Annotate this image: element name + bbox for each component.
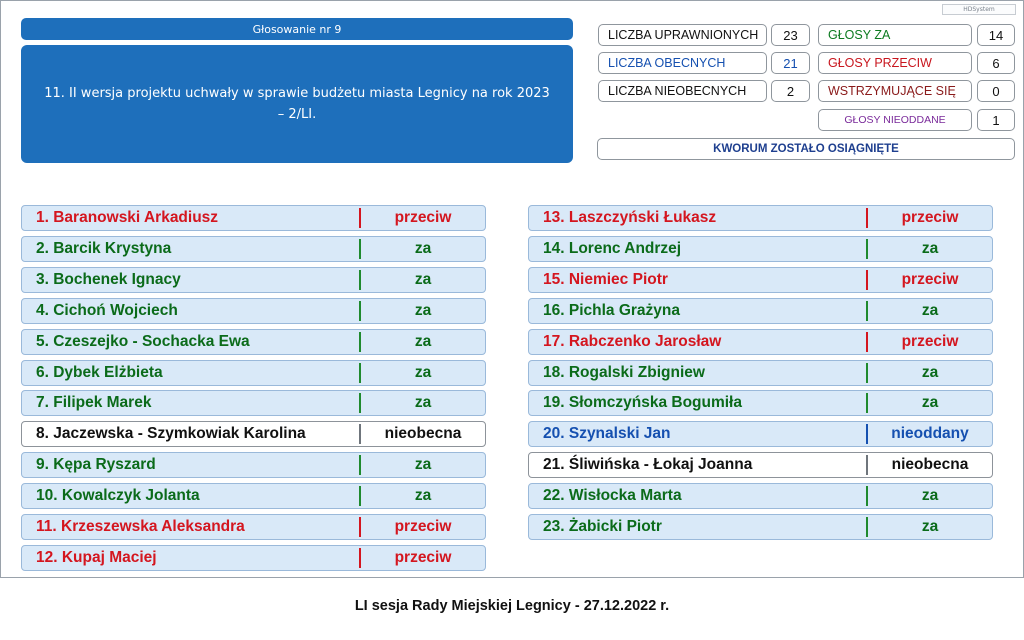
councillor-row xyxy=(21,329,486,355)
absent-count-label: LICZBA NIEOBECNYCH xyxy=(598,80,767,102)
councillor-row xyxy=(528,298,993,324)
councillor-name: 20. Szynalski Jan xyxy=(543,425,671,442)
councillor-row xyxy=(528,267,993,293)
councillor-name: 14. Lorenc Andrzej xyxy=(543,240,682,257)
abstain-value: 0 xyxy=(977,80,1015,102)
councillor-vote: za xyxy=(921,364,939,381)
councillor-vote: przeciw xyxy=(394,209,452,226)
councillor-vote: nieobecna xyxy=(891,456,969,473)
councillor-row xyxy=(528,483,993,509)
councillor-row xyxy=(21,421,486,447)
councillor-name: 13. Laszczyński Łukasz xyxy=(543,209,717,226)
councillor-vote: za xyxy=(414,271,432,288)
councillor-row xyxy=(528,329,993,355)
councillor-row xyxy=(21,483,486,509)
councillor-name: 6. Dybek Elżbieta xyxy=(36,364,163,381)
entitled-count-label: LICZBA UPRAWNIONYCH xyxy=(598,24,767,46)
councillor-vote: za xyxy=(921,302,939,319)
vote-subject xyxy=(21,45,573,163)
councillor-row xyxy=(528,360,993,386)
councillor-vote: nieobecna xyxy=(384,425,462,442)
votes-not-cast-label: GŁOSY NIEODDANE xyxy=(818,109,972,131)
councillor-vote: za xyxy=(414,487,432,504)
vote-subject-text: 11. II wersja projektu uchwały w sprawie budżetu miasta Legnicy na rok 2023 – 2/LI. xyxy=(44,86,550,122)
councillor-name: 22. Wisłocka Marta xyxy=(543,487,682,504)
present-count-value: 21 xyxy=(771,52,810,74)
councillor-name: 4. Cichoń Wojciech xyxy=(36,302,178,319)
councillor-vote: za xyxy=(414,364,432,381)
councillor-name: 21. Śliwińska - Łokaj Joanna xyxy=(543,456,753,473)
votes-for-label: GŁOSY ZA xyxy=(818,24,972,46)
vote-title: Głosowanie nr 9 xyxy=(21,18,573,40)
councillor-vote: przeciw xyxy=(901,333,959,350)
councillor-vote: za xyxy=(921,240,939,257)
councillor-row xyxy=(528,205,993,231)
councillor-row xyxy=(21,390,486,416)
votes-against-value: 6 xyxy=(977,52,1015,74)
councillor-name: 16. Pichla Grażyna xyxy=(543,302,680,319)
councillor-row xyxy=(21,545,486,571)
session-caption: LI sesja Rady Miejskiej Legnicy - 27.12.2022 r. xyxy=(354,598,670,614)
councillor-row xyxy=(528,421,993,447)
votes-not-cast-value: 1 xyxy=(977,109,1015,131)
councillor-name: 23. Żabicki Piotr xyxy=(543,518,662,535)
councillor-name: 8. Jaczewska - Szymkowiak Karolina xyxy=(36,425,306,442)
councillor-name: 17. Rabczenko Jarosław xyxy=(543,333,722,350)
councillor-vote: za xyxy=(414,240,432,257)
councillor-vote: przeciw xyxy=(394,549,452,566)
councillor-row xyxy=(21,236,486,262)
councillor-name: 9. Kępa Ryszard xyxy=(36,456,156,473)
councillor-row xyxy=(528,390,993,416)
councillor-name: 15. Niemiec Piotr xyxy=(543,271,668,288)
councillor-name: 19. Słomczyńska Bogumiła xyxy=(543,394,742,411)
councillor-vote: za xyxy=(921,487,939,504)
councillor-name: 11. Krzeszewska Aleksandra xyxy=(36,518,245,535)
councillor-name: 1. Baranowski Arkadiusz xyxy=(36,209,219,226)
councillor-vote: za xyxy=(414,302,432,319)
councillor-vote: przeciw xyxy=(901,209,959,226)
councillor-name: 5. Czeszejko - Sochacka Ewa xyxy=(36,333,250,350)
councillor-vote: przeciw xyxy=(394,518,452,535)
councillor-row xyxy=(21,298,486,324)
councillor-row xyxy=(528,236,993,262)
councillor-name: 7. Filipek Marek xyxy=(36,394,152,411)
votes-for-value: 14 xyxy=(977,24,1015,46)
councillor-row xyxy=(21,205,486,231)
councillor-name: 3. Bochenek Ignacy xyxy=(36,271,181,288)
councillor-row xyxy=(21,267,486,293)
entitled-count-value: 23 xyxy=(771,24,810,46)
present-count-label: LICZBA OBECNYCH xyxy=(598,52,767,74)
votes-against-label: GŁOSY PRZECIW xyxy=(818,52,972,74)
councillor-row xyxy=(528,452,993,478)
councillor-name: 2. Barcik Krystyna xyxy=(36,240,172,257)
councillor-name: 12. Kupaj Maciej xyxy=(36,549,157,566)
abstain-label: WSTRZYMUJĄCE SIĘ xyxy=(818,80,972,102)
hdsystem-logo: HDSystem xyxy=(942,4,1016,15)
councillor-vote: przeciw xyxy=(901,271,959,288)
councillor-row xyxy=(21,360,486,386)
absent-count-value: 2 xyxy=(771,80,810,102)
quorum-status: KWORUM ZOSTAŁO OSIĄGNIĘTE xyxy=(597,138,1015,160)
councillor-vote: za xyxy=(414,456,432,473)
councillor-row xyxy=(21,452,486,478)
councillor-row xyxy=(21,514,486,540)
councillor-name: 10. Kowalczyk Jolanta xyxy=(36,487,200,504)
councillor-vote: za xyxy=(921,394,939,411)
councillor-vote: za xyxy=(414,394,432,411)
councillor-row xyxy=(528,514,993,540)
councillor-vote: za xyxy=(921,518,939,535)
councillor-vote: za xyxy=(414,333,432,350)
councillor-vote: nieoddany xyxy=(891,425,969,442)
councillor-name: 18. Rogalski Zbigniew xyxy=(543,364,705,381)
